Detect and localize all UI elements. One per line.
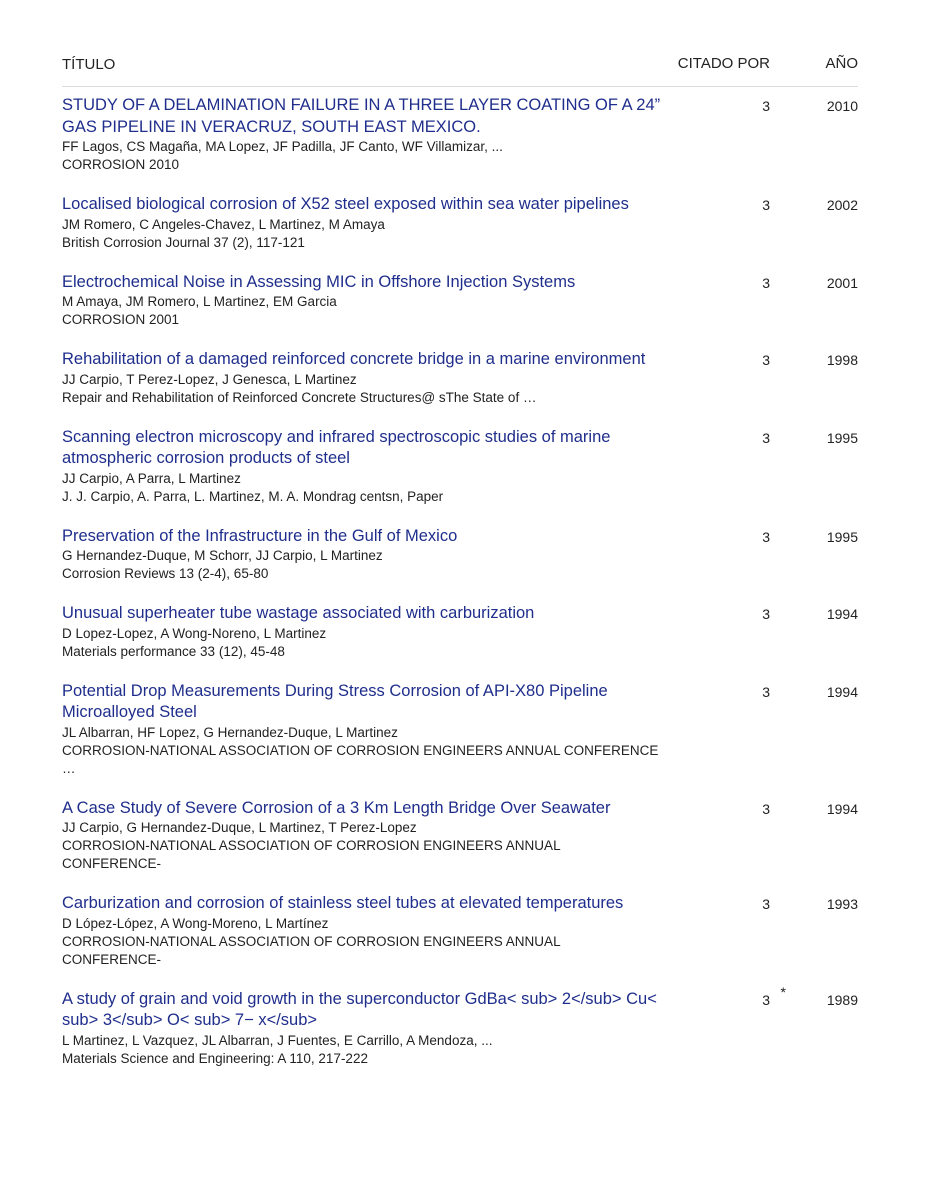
publication-title-link[interactable]: Carburization and corrosion of stainless steel tubes at elevated temperatures [62, 894, 624, 912]
publication-year: 1995 [826, 429, 858, 446]
publication-venue: Corrosion Reviews 13 (2-4), 65-80 [62, 566, 269, 581]
publication-title-link[interactable]: Scanning electron microscopy and infrared spectroscopic studies of marine atmospheric corrosion products of steel [62, 427, 611, 467]
header-year[interactable]: AÑO [825, 55, 858, 72]
table-row [62, 798, 858, 874]
table-row [62, 95, 858, 174]
publication-title-link[interactable]: Electrochemical Noise in Assessing MIC in Offshore Injection Systems [62, 272, 576, 291]
publication-authors: L Martinez, L Vazquez, JL Albarran, J Fuentes, E Carrillo, A Mendoza, ... [62, 1032, 493, 1048]
cited-by-count[interactable]: 3 [762, 274, 770, 291]
publication-year: 2002 [826, 197, 858, 213]
publication-year: 1995 [826, 528, 858, 545]
cited-by-count[interactable]: 3 [762, 991, 770, 1008]
publication-authors: JJ Carpio, G Hernandez-Duque, L Martinez, T Perez-Lopez [62, 820, 417, 835]
table-row [62, 427, 858, 506]
publication-venue: CORROSION-NATIONAL ASSOCIATION OF CORROSION ENGINEERS ANNUAL CONFERENCE- [62, 838, 561, 871]
merged-citations-marker: * [780, 983, 786, 1000]
header-title[interactable]: TÍTULO [62, 56, 116, 73]
publication-title-link[interactable]: Rehabilitation of a damaged reinforced concrete bridge in a marine environment [62, 350, 646, 368]
publication-title-link[interactable]: Potential Drop Measurements During Stress Corrosion of API-X80 Pipeline Microalloyed Steel [62, 681, 608, 721]
publication-venue: J. J. Carpio, A. Parra, L. Martinez, M. A. Mondrag centsn, Paper [62, 488, 444, 504]
publication-year: 1998 [826, 352, 858, 368]
publication-year: 1993 [826, 896, 858, 912]
cited-by-count[interactable]: 3 [762, 528, 770, 545]
cited-by-count[interactable]: 3 [762, 98, 770, 114]
table-row [62, 349, 858, 407]
publication-venue: Materials Science and Engineering: A 110, 217-222 [62, 1050, 368, 1066]
publication-authors: D Lopez-Lopez, A Wong-Noreno, L Martinez [62, 625, 327, 641]
publication-venue: Repair and Rehabilitation of Reinforced Concrete Structures@ sThe State of … [62, 389, 537, 405]
cited-by-count[interactable]: 3 [762, 429, 770, 446]
publication-authors: JJ Carpio, T Perez-Lopez, J Genesca, L Martinez [62, 371, 357, 387]
publication-year: 1994 [826, 683, 858, 700]
cited-by-count[interactable]: 3 [762, 800, 770, 817]
publication-authors: JL Albarran, HF Lopez, G Hernandez-Duque, L Martinez [62, 724, 398, 740]
publication-venue: CORROSION-NATIONAL ASSOCIATION OF CORROSION ENGINEERS ANNUAL CONFERENCE … [62, 742, 659, 776]
publication-title-link[interactable]: Preservation of the Infrastructure in the Gulf of Mexico [62, 526, 458, 545]
publication-year: 1994 [826, 606, 858, 622]
publication-authors: D López-López, A Wong-Moreno, L Martínez [62, 915, 329, 931]
table-row [62, 983, 858, 1068]
cited-by-count[interactable]: 3 [762, 683, 770, 700]
publication-venue: CORROSION 2001 [62, 312, 180, 327]
publication-venue: British Corrosion Journal 37 (2), 117-121 [62, 234, 305, 250]
cited-by-count[interactable]: 3 [762, 606, 770, 622]
publication-title-link[interactable]: Localised biological corrosion of X52 steel exposed within sea water pipelines [62, 195, 629, 213]
header-cited-by[interactable]: CITADO POR [677, 55, 770, 72]
table-row [62, 272, 858, 330]
table-header [62, 56, 858, 87]
table-row [62, 681, 858, 778]
publication-venue: Materials performance 33 (12), 45-48 [62, 643, 285, 659]
publication-authors: JJ Carpio, A Parra, L Martinez [62, 470, 241, 486]
table-row [62, 603, 858, 661]
publication-authors: G Hernandez-Duque, M Schorr, JJ Carpio, L Martinez [62, 548, 383, 563]
publication-year: 1989 [826, 991, 858, 1008]
cited-by-count[interactable]: 3 [762, 896, 770, 912]
cited-by-count[interactable]: 3 [762, 197, 770, 213]
publication-venue: CORROSION-NATIONAL ASSOCIATION OF CORROSION ENGINEERS ANNUAL CONFERENCE- [62, 933, 561, 967]
publication-authors: M Amaya, JM Romero, L Martinez, EM Garcia [62, 294, 337, 309]
publication-title-link[interactable]: A Case Study of Severe Corrosion of a 3 Km Length Bridge Over Seawater [62, 798, 611, 817]
publication-list [62, 95, 858, 1088]
table-row [62, 893, 858, 969]
publication-year: 2001 [826, 274, 858, 291]
publication-venue: CORROSION 2010 [62, 157, 180, 172]
publication-year: 2010 [826, 98, 858, 114]
publication-authors: JM Romero, C Angeles-Chavez, L Martinez, M Amaya [62, 216, 385, 232]
table-row [62, 526, 858, 584]
publication-year: 1994 [826, 800, 858, 817]
publication-authors: FF Lagos, CS Magaña, MA Lopez, JF Padilla, JF Canto, WF Villamizar, ... [62, 139, 503, 154]
publication-title-link[interactable]: STUDY OF A DELAMINATION FAILURE IN A THREE LAYER COATING OF A 24” GAS PIPELINE IN VERACRUZ, SOUTH EAST MEXICO. [62, 96, 661, 136]
publication-title-link[interactable]: Unusual superheater tube wastage associated with carburization [62, 604, 535, 622]
publication-title-link[interactable]: A study of grain and void growth in the superconductor GdBa< sub> 2</sub> Cu< sub> 3</sub> O< sub> 7− x</sub> [62, 989, 657, 1029]
table-row [62, 194, 858, 252]
cited-by-count[interactable]: 3 [762, 352, 770, 368]
